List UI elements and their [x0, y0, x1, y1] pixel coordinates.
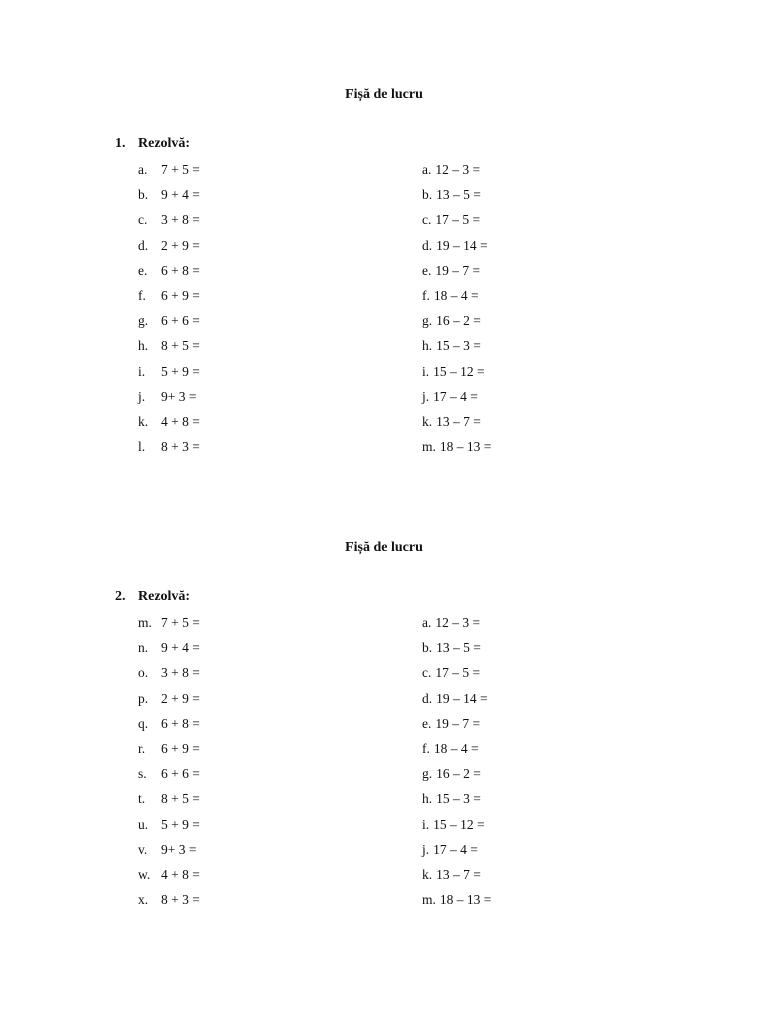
item-letter: h.: [422, 791, 433, 807]
list-item: [422, 388, 491, 413]
list-item: [138, 262, 200, 287]
list-item: [138, 161, 200, 186]
item-expression: 16 – 2 =: [436, 766, 481, 782]
list-item: [422, 790, 491, 815]
item-letter: o.: [138, 665, 149, 681]
item-expression: 19 – 7 =: [435, 262, 481, 278]
list-item: [138, 765, 200, 790]
item-letter: j.: [138, 388, 146, 404]
item-letter: c.: [138, 212, 148, 228]
item-expression: 19 – 14 =: [436, 690, 488, 706]
item-letter: m.: [422, 892, 436, 908]
item-expression: 19 – 7 =: [435, 715, 481, 731]
item-letter: g.: [422, 313, 433, 329]
item-letter: g.: [138, 313, 149, 329]
list-item: [138, 337, 200, 362]
sheet-title: Fișă de lucru: [345, 87, 423, 102]
item-expression: 17 – 4 =: [433, 841, 478, 857]
list-item: [138, 816, 200, 841]
list-item: [422, 262, 491, 287]
item-letter: f.: [138, 287, 146, 303]
item-expression: 2 + 9 =: [161, 690, 200, 706]
item-expression: 3 + 8 =: [161, 212, 200, 228]
item-letter: e.: [138, 262, 148, 278]
list-item: [138, 664, 200, 689]
item-letter: d.: [422, 690, 433, 706]
item-letter: t.: [138, 791, 146, 807]
item-expression: 18 – 13 =: [439, 892, 492, 908]
item-expression: 4 + 8 =: [161, 866, 200, 882]
item-expression: 9 + 4 =: [161, 640, 200, 656]
list-item: [138, 388, 200, 413]
item-expression: 15 – 12 =: [433, 816, 485, 832]
item-letter: l.: [138, 439, 146, 455]
item-letter: a.: [422, 615, 432, 630]
item-expression: 15 – 12 =: [433, 363, 485, 379]
item-letter: b.: [138, 187, 149, 203]
list-item: [422, 161, 491, 186]
list-item: [138, 312, 200, 337]
item-expression: 6 + 9 =: [161, 287, 200, 303]
item-letter: k.: [422, 413, 433, 429]
list-item: [422, 866, 491, 891]
item-letter: n.: [138, 640, 149, 656]
item-letter: h.: [422, 338, 433, 354]
item-letter: i.: [138, 363, 146, 379]
list-item: [138, 891, 200, 916]
item-letter: i.: [422, 816, 430, 832]
item-expression: 9 + 4 =: [161, 187, 200, 203]
item-letter: c.: [422, 665, 432, 681]
item-letter: m.: [422, 439, 436, 455]
item-letter: c.: [422, 212, 432, 228]
item-expression: 16 – 2 =: [436, 313, 481, 329]
item-expression: 7 + 5 =: [161, 615, 200, 630]
item-expression: 12 – 3 =: [435, 162, 481, 177]
list-item: [422, 614, 491, 639]
list-item: [138, 866, 200, 891]
list-item: [422, 312, 491, 337]
item-expression: 5 + 9 =: [161, 363, 200, 379]
addition-list: [138, 614, 200, 916]
item-expression: 12 – 3 =: [435, 615, 481, 630]
item-letter: h.: [138, 338, 149, 354]
list-item: [422, 740, 491, 765]
list-item: [138, 186, 200, 211]
item-expression: 4 + 8 =: [161, 413, 200, 429]
item-letter: k.: [138, 413, 149, 429]
item-letter: e.: [422, 262, 432, 278]
task-number: 1.: [115, 136, 126, 151]
task-label: Rezolvă:: [138, 589, 191, 604]
item-letter: r.: [138, 740, 146, 756]
item-letter: u.: [138, 816, 149, 832]
item-letter: j.: [422, 388, 430, 404]
list-item: [422, 337, 491, 362]
item-letter: d.: [422, 237, 433, 253]
task-heading: [115, 588, 190, 606]
item-letter: s.: [138, 766, 147, 782]
list-item: [138, 841, 200, 866]
list-item: [422, 715, 491, 740]
list-item: [138, 639, 200, 664]
item-letter: q.: [138, 715, 149, 731]
task-label: Rezolvă:: [138, 136, 191, 151]
item-expression: 8 + 5 =: [161, 338, 200, 354]
item-letter: e.: [422, 715, 432, 731]
item-expression: 9+ 3 =: [161, 388, 197, 404]
item-expression: 6 + 9 =: [161, 740, 200, 756]
task-heading: [115, 135, 190, 153]
list-item: [138, 740, 200, 765]
item-letter: v.: [138, 841, 148, 857]
item-expression: 17 – 5 =: [435, 665, 481, 681]
item-letter: b.: [422, 640, 433, 656]
list-item: [422, 690, 491, 715]
item-expression: 13 – 7 =: [436, 866, 481, 882]
list-item: [422, 765, 491, 790]
list-item: [422, 664, 491, 689]
item-letter: x.: [138, 892, 149, 908]
item-expression: 8 + 5 =: [161, 791, 200, 807]
item-letter: p.: [138, 690, 149, 706]
list-item: [422, 186, 491, 211]
item-expression: 18 – 4 =: [433, 740, 479, 756]
item-expression: 17 – 4 =: [433, 388, 478, 404]
list-item: [422, 237, 491, 262]
item-expression: 2 + 9 =: [161, 237, 200, 253]
item-letter: f.: [422, 287, 430, 303]
item-letter: j.: [422, 841, 430, 857]
list-item: [138, 790, 200, 815]
item-letter: k.: [422, 866, 433, 882]
item-expression: 13 – 7 =: [436, 413, 481, 429]
list-item: [138, 363, 200, 388]
list-item: [422, 891, 491, 916]
item-expression: 5 + 9 =: [161, 816, 200, 832]
list-item: [422, 816, 491, 841]
item-expression: 3 + 8 =: [161, 665, 200, 681]
list-item: [138, 237, 200, 262]
list-item: [422, 438, 491, 463]
item-expression: 13 – 5 =: [436, 640, 481, 656]
item-letter: g.: [422, 766, 433, 782]
item-expression: 7 + 5 =: [161, 162, 200, 177]
list-item: [138, 715, 200, 740]
item-letter: i.: [422, 363, 430, 379]
item-expression: 15 – 3 =: [436, 791, 481, 807]
list-item: [138, 614, 200, 639]
item-expression: 17 – 5 =: [435, 212, 481, 228]
list-item: [138, 413, 200, 438]
item-expression: 6 + 8 =: [161, 715, 200, 731]
list-item: [422, 639, 491, 664]
item-letter: b.: [422, 187, 433, 203]
item-expression: 18 – 4 =: [433, 287, 479, 303]
item-expression: 9+ 3 =: [161, 841, 197, 857]
subtraction-list: [422, 161, 491, 463]
item-expression: 6 + 6 =: [161, 766, 200, 782]
item-expression: 19 – 14 =: [436, 237, 488, 253]
item-expression: 8 + 3 =: [161, 892, 200, 908]
item-letter: f.: [422, 740, 430, 756]
list-item: [138, 287, 200, 312]
list-item: [138, 690, 200, 715]
subtraction-list: [422, 614, 491, 916]
list-item: [422, 211, 491, 236]
list-item: [422, 841, 491, 866]
addition-list: [138, 161, 200, 463]
item-expression: 15 – 3 =: [436, 338, 481, 354]
list-item: [422, 287, 491, 312]
item-expression: 8 + 3 =: [161, 439, 200, 455]
item-expression: 6 + 8 =: [161, 262, 200, 278]
list-item: [138, 211, 200, 236]
item-expression: 6 + 6 =: [161, 313, 200, 329]
item-letter: a.: [138, 162, 148, 177]
list-item: [138, 438, 200, 463]
item-letter: m.: [138, 615, 152, 630]
list-item: [422, 413, 491, 438]
task-number: 2.: [115, 589, 126, 604]
item-letter: d.: [138, 237, 149, 253]
item-expression: 13 – 5 =: [436, 187, 481, 203]
item-expression: 18 – 13 =: [439, 439, 492, 455]
sheet-title: Fișă de lucru: [345, 540, 423, 555]
item-letter: a.: [422, 162, 432, 177]
item-letter: w.: [138, 866, 151, 882]
list-item: [422, 363, 491, 388]
